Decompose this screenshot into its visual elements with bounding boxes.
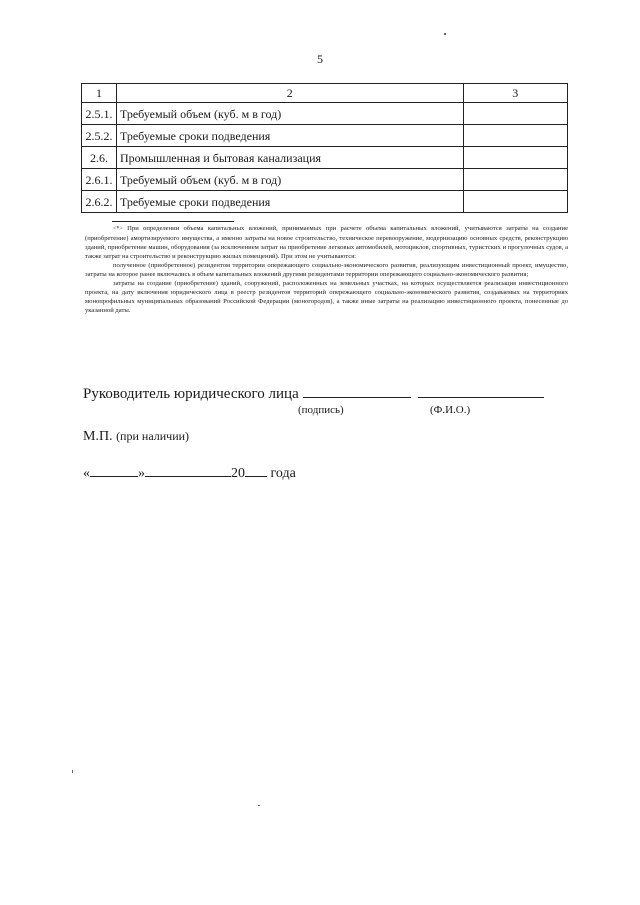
date-open-quote: « bbox=[83, 466, 90, 481]
scan-speck bbox=[72, 770, 73, 773]
row-number: 2.6.2. bbox=[82, 191, 117, 213]
year-blank[interactable] bbox=[245, 464, 267, 477]
signature-blank[interactable] bbox=[303, 384, 411, 398]
footnote-paragraph-2: полученное (приобретенное) резидентом территории опережающего социально-экономического развития, реализующим инвестиционный проект, имущество, затраты на которое ранее включались в объем капитальных вложений другими резидентами территории опережающего социально-экономического развития; bbox=[85, 262, 568, 278]
signature-label: Руководитель юридического лица bbox=[83, 386, 299, 402]
footnote-paragraph-3: затраты на создание (приобретение) зданий, сооружений, расположенных на земельных участках, на которых осуществляется реализация инвестиционного проекта, на дату включения юридического лица в реестр резидентов территорий опережающего социально-экономического развития, создаваемых на территориях монопрофильных муниципальных образований Российской Федерации (моногородов), а также иные затраты на реализацию инвестиционного проекта, понесенные до указанной даты. bbox=[85, 280, 568, 314]
footnote-mark: <*> bbox=[113, 226, 123, 232]
table-row bbox=[82, 191, 568, 213]
scan-speck bbox=[444, 33, 446, 35]
requirements-table bbox=[81, 83, 568, 213]
header-col-1: 1 bbox=[82, 84, 117, 103]
day-blank[interactable] bbox=[90, 464, 138, 477]
header-col-2: 2 bbox=[116, 84, 463, 103]
name-blank[interactable] bbox=[418, 384, 544, 398]
date-close-quote: » bbox=[138, 466, 145, 481]
row-value-cell[interactable] bbox=[463, 147, 568, 169]
row-value-cell[interactable] bbox=[463, 125, 568, 147]
table-header-row bbox=[82, 84, 568, 103]
scan-speck bbox=[258, 805, 260, 806]
year-prefix: 20 bbox=[231, 466, 245, 481]
table-row bbox=[82, 169, 568, 191]
name-caption: (Ф.И.О.) bbox=[430, 404, 471, 416]
footnote-text-1: При определении объема капитальных вложений, принимаемых при расчете объема капитальных вложений, учитываются затраты на создание (приобретение) амортизируемого имущества, а именно затраты на новое строительство, техническое перевооружение, модернизацию основных средств, реконструкцию зданий, приобретение машин, оборудования (за исключением затрат на приобретение легковых автомобилей, мотоциклов, спортивных, туристских и прогулочных судов, а также затрат на строительство и реконструкцию жилых помещений). При этом не учитываются: bbox=[85, 225, 568, 260]
row-text: Требуемые сроки подведения bbox=[116, 125, 463, 147]
signature-caption: (подпись) bbox=[298, 404, 344, 416]
table-row bbox=[82, 125, 568, 147]
stamp-line bbox=[83, 429, 189, 445]
row-value-cell[interactable] bbox=[463, 103, 568, 125]
row-number: 2.6.1. bbox=[82, 169, 117, 191]
row-text: Требуемый объем (куб. м в год) bbox=[116, 103, 463, 125]
footnote-paragraph-1 bbox=[85, 224, 568, 261]
signature-line bbox=[83, 384, 544, 403]
stamp-note: (при наличии) bbox=[116, 429, 190, 443]
row-number: 2.5.1. bbox=[82, 103, 117, 125]
month-blank[interactable] bbox=[145, 464, 231, 477]
row-text: Требуемый объем (куб. м в год) bbox=[116, 169, 463, 191]
row-value-cell[interactable] bbox=[463, 169, 568, 191]
table-row bbox=[82, 147, 568, 169]
row-number: 2.6. bbox=[82, 147, 117, 169]
page-number: 5 bbox=[317, 52, 323, 66]
footnote bbox=[85, 224, 568, 315]
date-line bbox=[83, 464, 296, 482]
row-text: Требуемые сроки подведения bbox=[116, 191, 463, 213]
date-suffix: года bbox=[270, 466, 296, 481]
row-number: 2.5.2. bbox=[82, 125, 117, 147]
footnote-divider bbox=[112, 221, 234, 222]
row-text: Промышленная и бытовая канализация bbox=[116, 147, 463, 169]
stamp-label: М.П. bbox=[83, 429, 113, 444]
table-row bbox=[82, 103, 568, 125]
header-col-3: 3 bbox=[463, 84, 568, 103]
row-value-cell[interactable] bbox=[463, 191, 568, 213]
